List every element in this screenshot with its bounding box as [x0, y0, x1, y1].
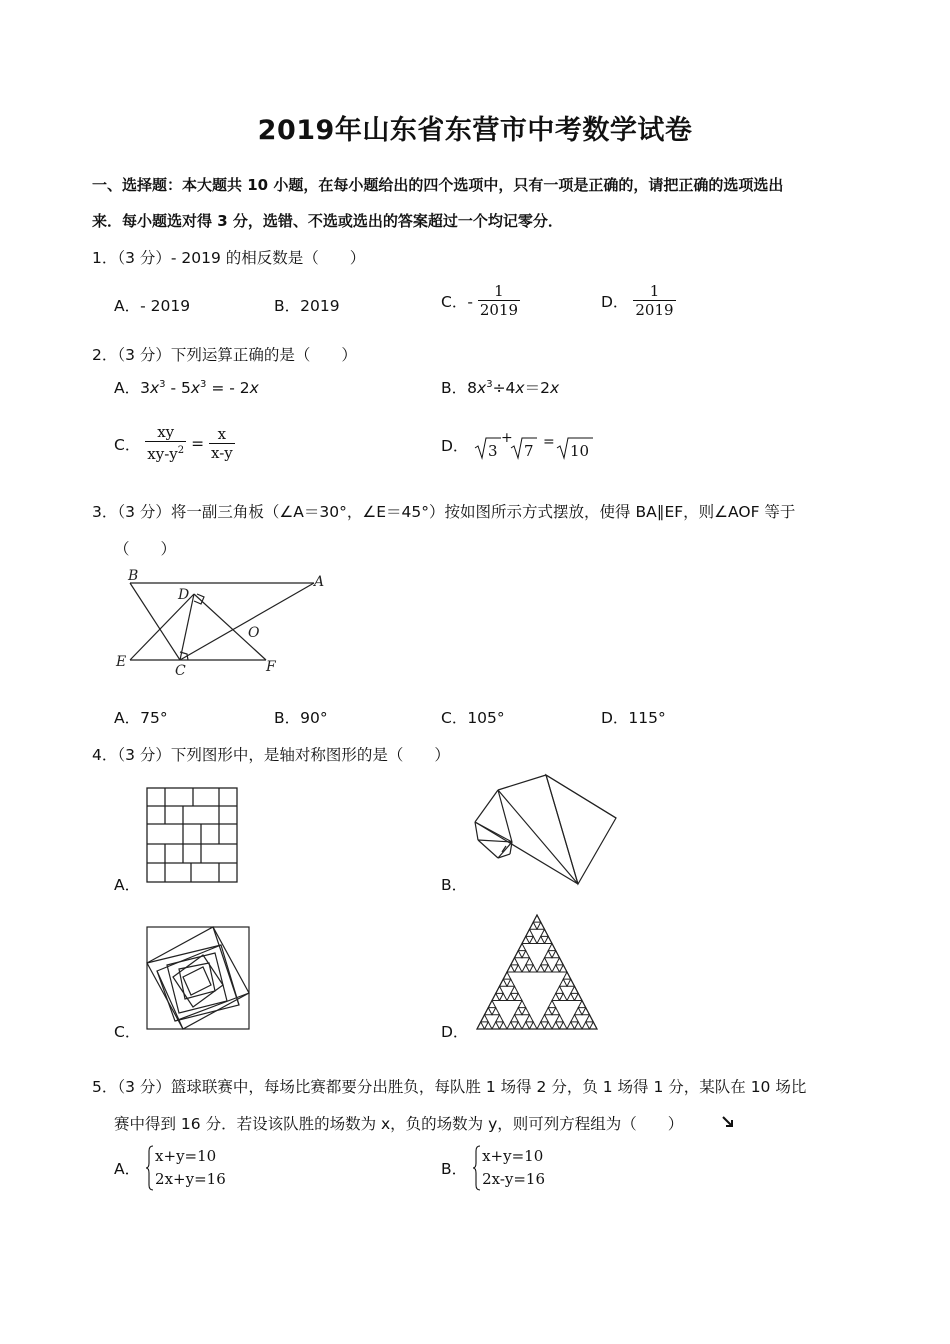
section-instructions-line2: 来．每小题选对得 3 分，选错、不选或选出的答案超过一个均记零分．: [92, 212, 563, 230]
q1-d-fraction: [633, 283, 675, 319]
q3-label-O: O: [248, 625, 260, 641]
q3-label-F: F: [266, 659, 276, 675]
sierpinski-cell: [575, 1008, 583, 1015]
sierpinski-cell: [560, 993, 568, 1000]
sierpinski-cell: [567, 1022, 575, 1029]
left-brace-icon: [472, 1145, 482, 1191]
sierpinski-cell: [560, 1022, 568, 1029]
q1-c-prefix: C．-: [441, 293, 473, 311]
sierpinski-cell: [556, 1015, 564, 1022]
q5-b-equation-2: 2x-y=16: [482, 1170, 546, 1188]
sierpinski-cell: [537, 965, 545, 972]
sierpinski-cell: [552, 951, 560, 958]
q2-a-part: - 5: [165, 379, 191, 397]
sierpinski-cell: [492, 1022, 500, 1029]
sierpinski-cell: [545, 1008, 553, 1015]
q2-a-part: A．3: [114, 379, 150, 397]
sierpinski-cell: [518, 944, 526, 951]
sierpinski-cell: [571, 1015, 579, 1022]
q2-a-exp: 3: [159, 378, 166, 390]
q1-c-numerator: 1: [494, 282, 504, 300]
sierpinski-cell: [526, 929, 534, 936]
q5-b-prefix: B．: [441, 1160, 468, 1178]
sierpinski-cell: [526, 1015, 534, 1022]
q1-d-denominator: 2019: [635, 301, 674, 319]
sierpinski-cell: [548, 944, 556, 951]
sierpinski-cell: [515, 1008, 523, 1015]
q3-stem-line2: （ ）: [114, 540, 177, 558]
q2-option-d: [441, 428, 605, 462]
sierpinski-cell: [552, 1022, 560, 1029]
sierpinski-cell: [575, 993, 583, 1000]
sierpinski-cell: [545, 936, 553, 943]
q4-option-d-label: D．: [441, 1023, 469, 1041]
sierpinski-cell: [500, 1022, 508, 1029]
q2-option-a: [114, 376, 259, 398]
sierpinski-cell: [515, 951, 523, 958]
q2-b-var: x: [549, 379, 560, 397]
q4-figure-d-sierpinski-triangle: [474, 912, 600, 1032]
section-instructions-line1: 一、选择题：本大题共 10 小题，在每小题给出的四个选项中，只有一项是正确的，请把正确的选项选出: [92, 176, 784, 194]
q1-d-numerator: 1: [649, 282, 660, 300]
sierpinski-cell: [530, 936, 538, 943]
q2-c-numerator-right: x: [217, 424, 227, 443]
sierpinski-cell: [515, 965, 523, 972]
sierpinski-cell: [522, 1008, 530, 1015]
q4-stem: 4．（3 分）下列图形中，是轴对称图形的是（ ）: [92, 746, 450, 764]
q2-option-b: [441, 376, 559, 398]
sierpinski-cell: [496, 986, 504, 993]
sierpinski-cell: [567, 993, 575, 1000]
q2-b-exp: 3: [486, 378, 493, 390]
q1-stem: 1．（3 分）- 2019 的相反数是（ ）: [92, 249, 366, 267]
q4-figure-a-tile-pattern: [145, 786, 239, 884]
sierpinski-cell: [522, 965, 530, 972]
q2-b-var: x: [477, 379, 487, 397]
sierpinski-cell: [560, 979, 568, 986]
sierpinski-cell: [518, 1001, 526, 1008]
sierpinski-cell: [590, 1022, 598, 1029]
q1-c-denominator: 2019: [479, 301, 519, 319]
sierpinski-cell: [515, 1022, 523, 1029]
q2-d-radicand-2: 7: [524, 442, 534, 460]
sierpinski-cell: [522, 951, 530, 958]
q4-option-c-label: C．: [114, 1023, 141, 1041]
sierpinski-cell: [537, 1022, 545, 1029]
q1-option-a: A．- 2019: [114, 297, 191, 315]
sierpinski-cell: [556, 986, 564, 993]
sierpinski-cell: [545, 965, 553, 972]
sierpinski-cell: [571, 986, 579, 993]
q5-a-equation-system: [145, 1145, 226, 1191]
q3-option-a: A．75°: [114, 709, 168, 727]
sierpinski-cell: [511, 1015, 519, 1022]
q1-option-c: [441, 283, 520, 319]
sierpinski-cell: [507, 965, 515, 972]
sierpinski-cell: [492, 993, 500, 1000]
sierpinski-cell: [545, 1022, 553, 1029]
q5-stem-line2: 赛中得到 16 分．若设该队胜的场数为 x，负的场数为 y，则可列方程组为（ ）: [114, 1115, 684, 1133]
sierpinski-cell: [526, 958, 534, 965]
q4-option-a-label: A．: [114, 876, 141, 894]
sierpinski-cell: [545, 951, 553, 958]
sierpinski-cell: [552, 993, 560, 1000]
sierpinski-cell: [507, 979, 515, 986]
q5-option-a: [114, 1145, 226, 1191]
q3-label-E: E: [116, 654, 127, 670]
sierpinski-cell: [530, 1022, 538, 1029]
q2-c-prefix: C．: [114, 435, 141, 454]
q5-option-b: [441, 1145, 545, 1191]
q2-c-denominator-right: x-y: [211, 443, 233, 462]
q2-d-radicand-1: 3: [488, 442, 498, 460]
sierpinski-cell: [537, 922, 545, 929]
sierpinski-cell: [515, 993, 523, 1000]
sierpinski-cell: [586, 1015, 594, 1022]
sierpinski-cell: [537, 936, 545, 943]
sierpinski-cell: [488, 1001, 496, 1008]
q2-d-equals: =: [543, 434, 556, 450]
q5-b-equation-1: x+y=10: [482, 1147, 544, 1165]
q2-c-equals: =: [191, 434, 205, 453]
q3-option-d: D．115°: [601, 709, 666, 727]
sierpinski-cell: [582, 1008, 590, 1015]
return-arrow-icon: [720, 1114, 736, 1130]
q2-d-radicand-3: 10: [570, 442, 590, 460]
sierpinski-cell: [485, 1022, 493, 1029]
sierpinski-cell: [507, 993, 515, 1000]
sierpinski-cell: [500, 979, 508, 986]
sierpinski-cell: [496, 1015, 504, 1022]
sierpinski-cell: [541, 958, 549, 965]
sierpinski-cell: [492, 1008, 500, 1015]
q5-b-equation-system: [472, 1145, 545, 1191]
sierpinski-cell: [563, 972, 571, 979]
q3-label-A: A: [314, 574, 325, 590]
q2-stem: 2．（3 分）下列运算正确的是（ ）: [92, 346, 357, 364]
sierpinski-cell: [522, 1022, 530, 1029]
q2-b-part: ＝2: [524, 379, 550, 397]
q3-label-C: C: [175, 663, 186, 679]
q2-option-c: [114, 424, 235, 463]
q2-a-var: x: [249, 379, 259, 397]
sierpinski-cell: [511, 958, 519, 965]
q5-a-prefix: A．: [114, 1160, 141, 1178]
sierpinski-cell: [500, 993, 508, 1000]
q2-c-numerator-left: xy: [157, 423, 175, 441]
sierpinski-cell: [556, 958, 564, 965]
q2-c-fraction-left: [145, 424, 186, 463]
sierpinski-cell: [541, 1015, 549, 1022]
q3-option-b: B．90°: [274, 709, 328, 727]
sierpinski-cell: [560, 965, 568, 972]
sierpinski-cell: [582, 1022, 590, 1029]
q1-c-fraction: [478, 283, 520, 319]
q2-b-part: B．8: [441, 379, 477, 397]
q4-figure-b-spiral-triangles: [470, 772, 620, 888]
q2-c-denominator-left: [145, 441, 186, 463]
q2-b-var: x: [515, 379, 525, 397]
q3-stem-line1: 3．（3 分）将一副三角板（∠A＝30°，∠E＝45°）按如图所示方式摆放，使得 BA∥EF，则∠AOF 等于: [92, 503, 796, 521]
sierpinski-cell: [481, 1015, 489, 1022]
q3-label-B: B: [128, 568, 139, 584]
q2-a-part: = - 2: [206, 379, 250, 397]
q2-a-var: x: [149, 379, 160, 397]
q2-c-den-text: xy-y: [147, 445, 178, 463]
q4-option-b-label: B．: [441, 876, 468, 894]
sierpinski-cell: [511, 986, 519, 993]
sierpinski-cell: [552, 965, 560, 972]
q1-d-prefix: D．: [601, 293, 629, 311]
sierpinski-cell: [533, 915, 541, 922]
q2-c-den-exp: 2: [177, 445, 185, 456]
q2-d-prefix: D．: [441, 437, 469, 455]
sierpinski-cell: [507, 1022, 515, 1029]
left-brace-icon: [145, 1145, 155, 1191]
q1-option-d: [601, 283, 676, 319]
sierpinski-cell: [578, 1001, 586, 1008]
sierpinski-cell: [548, 1001, 556, 1008]
q5-stem-line1: 5．（3 分）篮球联赛中，每场比赛都要分出胜负，每队胜 1 场得 2 分，负 1 场得 1 分，某队在 10 场比: [92, 1078, 807, 1096]
q2-d-plus: +: [501, 430, 514, 446]
q2-a-exp: 3: [200, 378, 207, 390]
sierpinski-cell: [575, 1022, 583, 1029]
q3-triangle-figure: [108, 566, 336, 682]
q4-figure-c-rotated-squares: [145, 925, 251, 1031]
q2-c-fraction-right: [209, 426, 235, 462]
sierpinski-cell: [477, 1022, 485, 1029]
q2-d-radicals: [473, 428, 605, 462]
sierpinski-cell: [530, 965, 538, 972]
sierpinski-cell: [530, 922, 538, 929]
q5-a-equation-1: x+y=10: [155, 1147, 217, 1165]
q3-option-c: C．105°: [441, 709, 505, 727]
sierpinski-cell: [541, 929, 549, 936]
sierpinski-cell: [522, 936, 530, 943]
sierpinski-cell: [567, 979, 575, 986]
sierpinski-cell: [485, 1008, 493, 1015]
q5-a-equation-2: 2x+y=16: [155, 1170, 226, 1188]
q3-label-D: D: [178, 587, 190, 603]
q2-a-var: x: [190, 379, 201, 397]
sierpinski-cell: [552, 1008, 560, 1015]
q1-option-b: B．2019: [274, 297, 340, 315]
q2-b-part: ÷4: [492, 379, 516, 397]
page-title: 2019年山东省东营市中考数学试卷: [257, 115, 693, 146]
sierpinski-cell: [503, 972, 511, 979]
